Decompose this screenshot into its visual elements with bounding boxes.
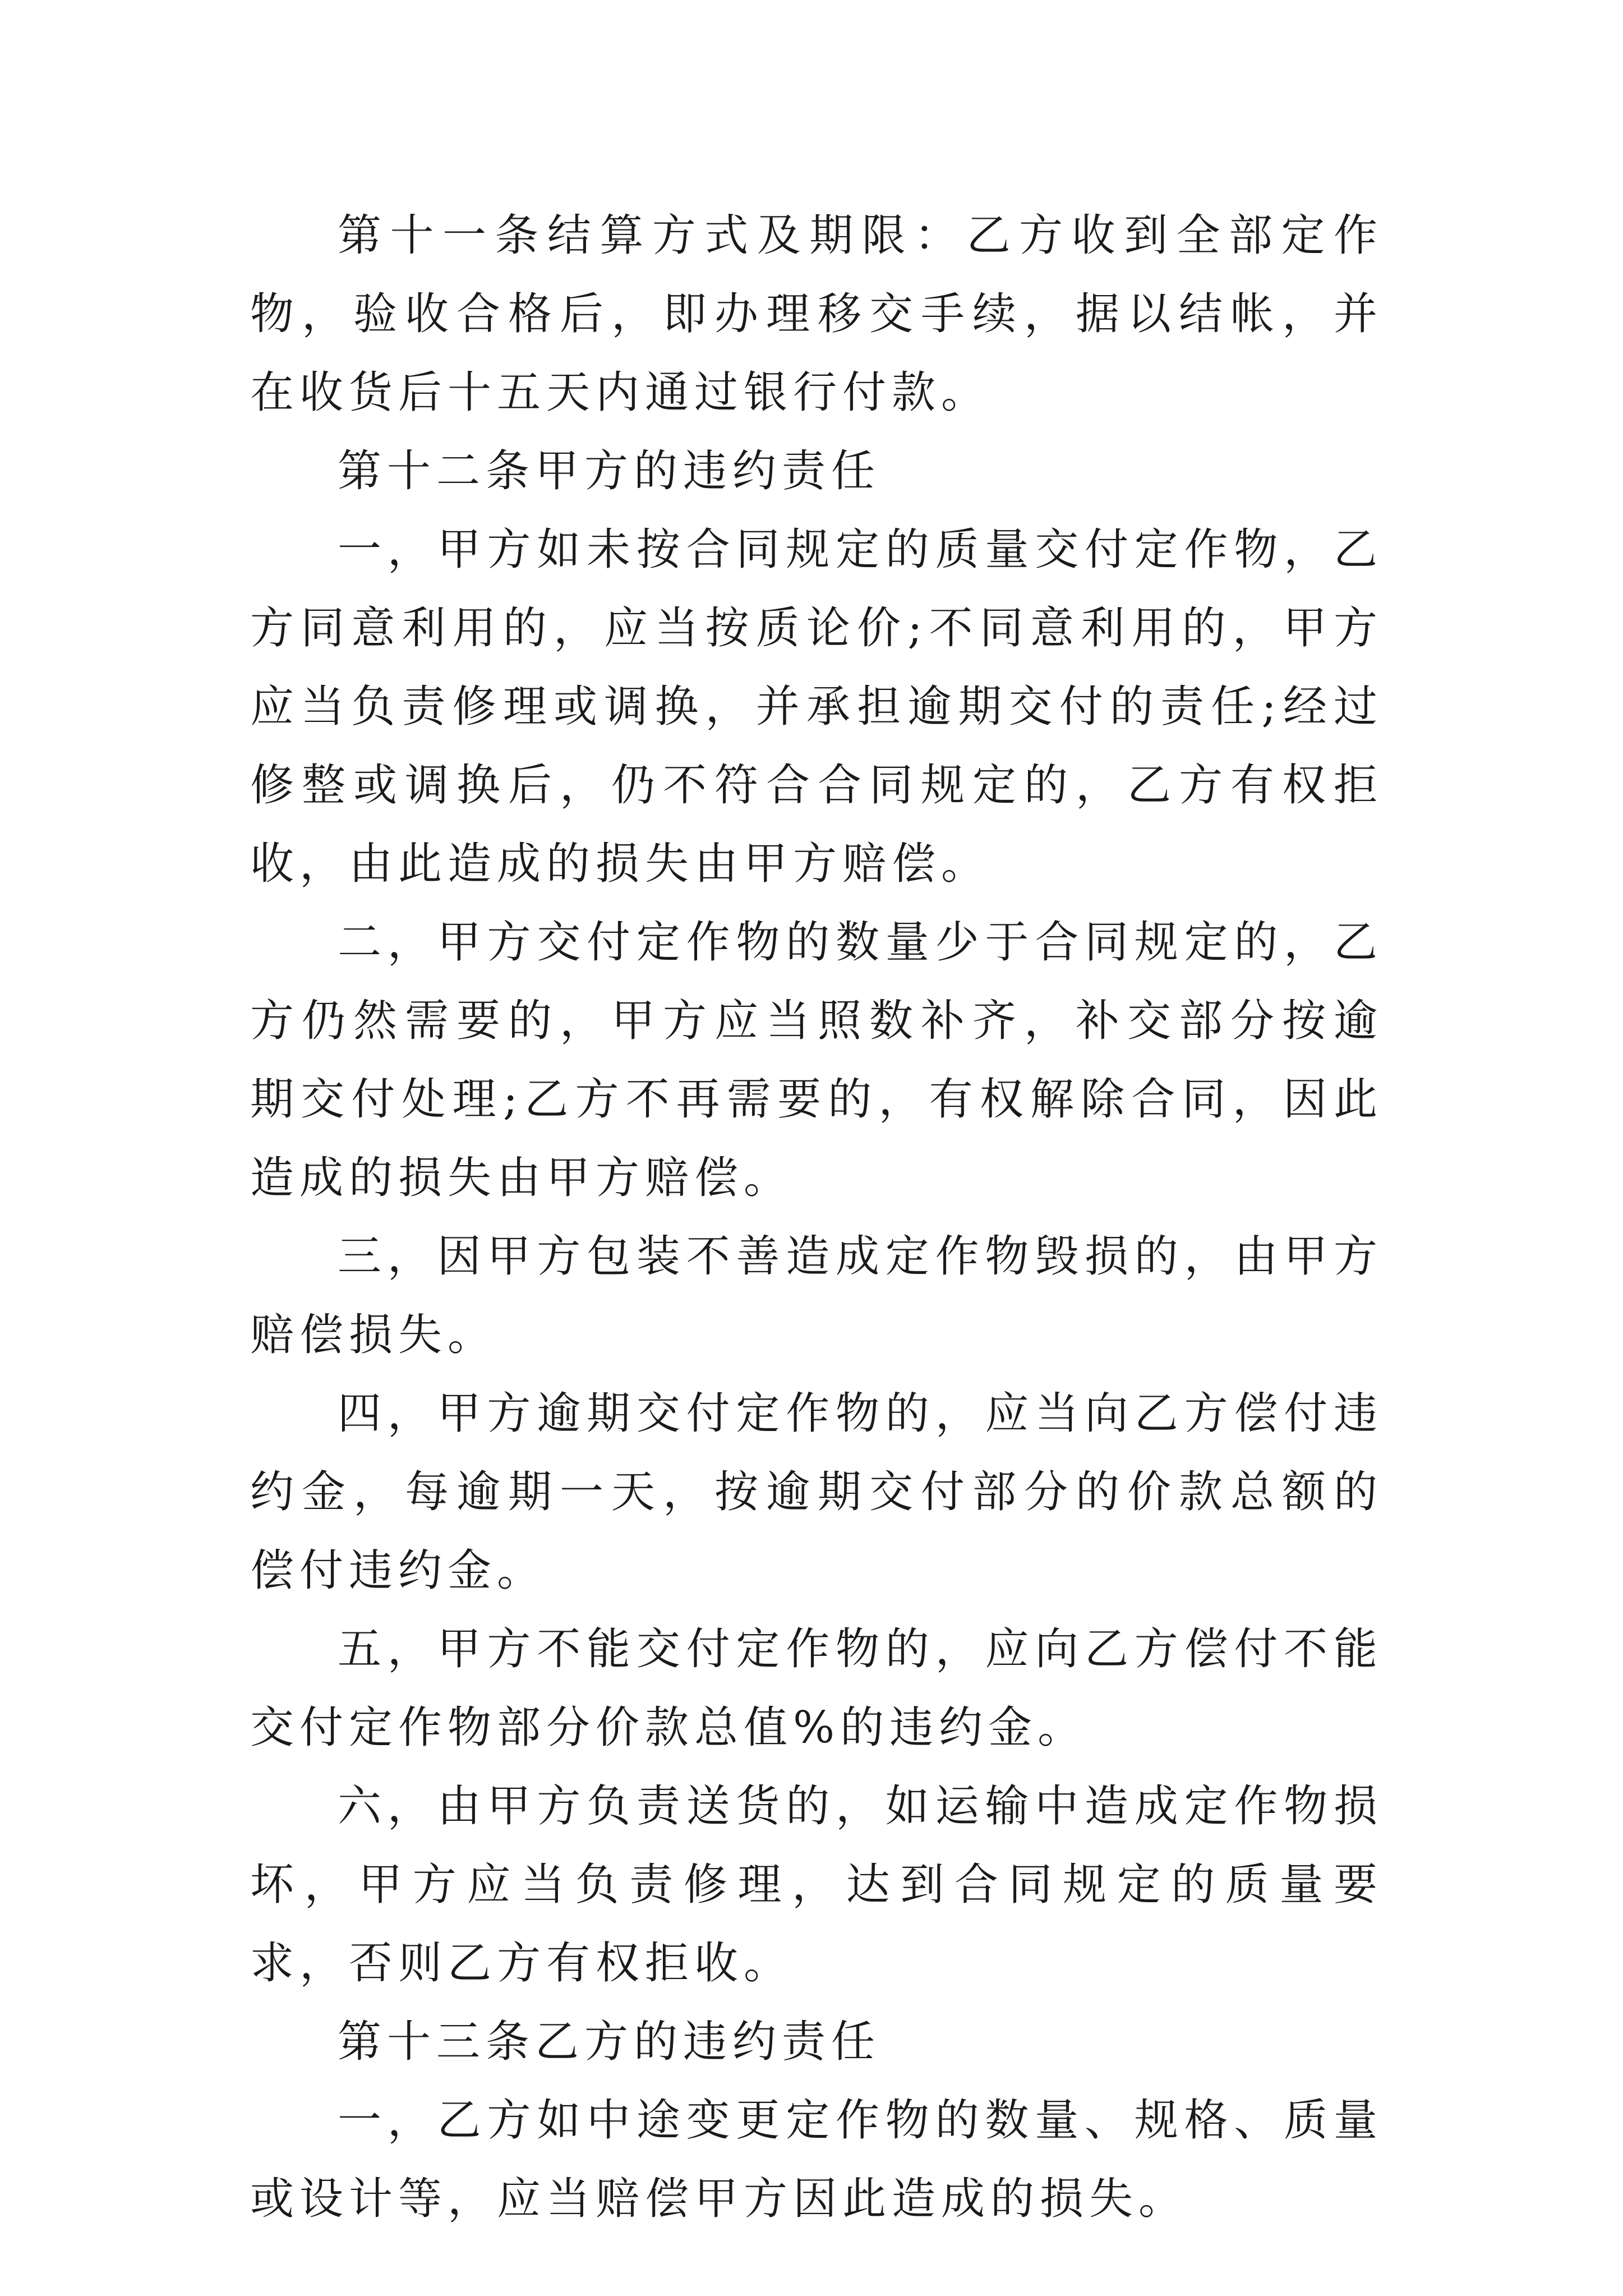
paragraph-article-12-item-2: 二，甲方交付定作物的数量少于合同规定的，乙方仍然需要的，甲方应当照数补齐，补交部分按逾期交付处理;乙方不再需要的，有权解除合同，因此造成的损失由甲方赔偿。 xyxy=(250,917,1383,1203)
paragraph-article-12-item-5: 五，甲方不能交付定作物的，应向乙方偿付不能交付定作物部分价款总值%的违约金。 xyxy=(250,1624,1383,1753)
paragraph-article-13-heading: 第十三条乙方的违约责任 xyxy=(338,2017,881,2067)
document-body xyxy=(250,196,1383,2238)
paragraph-article-12-item-6: 六，由甲方负责送货的，如运输中造成定作物损坏，甲方应当负责修理，达到合同规定的质量要求，否则乙方有权拒收。 xyxy=(250,1781,1383,1989)
paragraph-article-13-item-1: 一，乙方如中途变更定作物的数量、规格、质量或设计等，应当赔偿甲方因此造成的损失。 xyxy=(250,2095,1383,2224)
paragraph-article-11: 第十一条结算方式及期限：乙方收到全部定作物，验收合格后，即办理移交手续，据以结帐，并在收货后十五天内通过银行付款。 xyxy=(250,210,1383,418)
paragraph-article-12-item-4: 四，甲方逾期交付定作物的，应当向乙方偿付违约金，每逾期一天，按逾期交付部分的价款总额的偿付违约金。 xyxy=(250,1388,1383,1596)
paragraph-article-12-item-3: 三，因甲方包装不善造成定作物毁损的，由甲方赔偿损失。 xyxy=(250,1231,1383,1360)
paragraph-article-12-heading: 第十二条甲方的违约责任 xyxy=(338,446,881,496)
paragraph-article-12-item-1: 一，甲方如未按合同规定的质量交付定作物，乙方同意利用的，应当按质论价;不同意利用的，甲方应当负责修理或调换，并承担逾期交付的责任;经过修整或调换后，仍不符合合同规定的，乙方有权拒收，由此造成的损失由甲方赔偿。 xyxy=(250,524,1383,889)
